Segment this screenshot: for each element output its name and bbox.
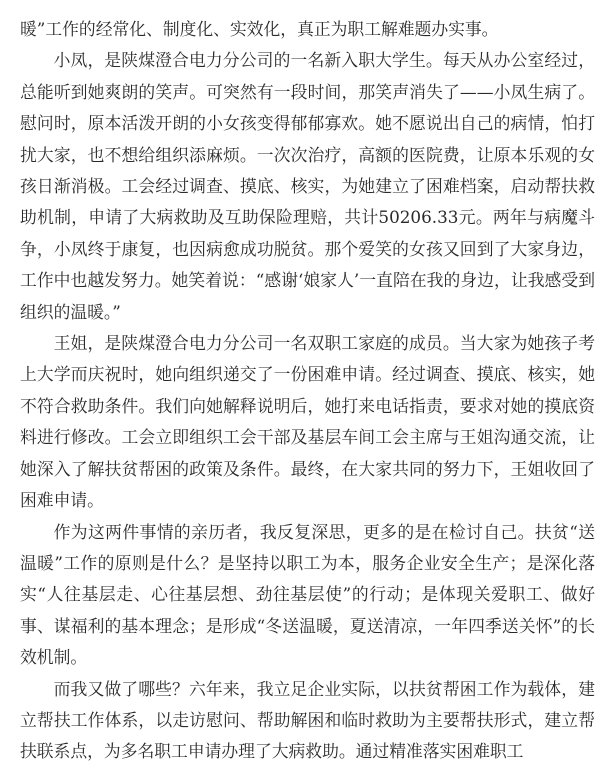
paragraph-xiaofeng-story: 小凤，是陕煤澄合电力分公司的一名新入职大学生。每天从办公室经过，总能听到她爽朗的笑声。可突然有一段时间，那笑声消失了——小凤生病了。慰问时，原本活泼开朗的小女孩变得郁郁寡欢。她不愿说出自己的病情，怕打扰大家，也不想给组织添麻烦。一次次治疗，高额的医院费，让原本乐观的女孩日渐消极。工会经过调查、摸底、核实，为她建立了困难档案，启动帮扶救助机制，申请了大病救助及互助保险理赔，共计50206.33元。两年与病魔斗争，小凤终于康复，也因病愈成功脱贫。那个爱笑的女孩又回到了大家身边，工作中也越发努力。她笑着说：“感谢‘娘家人’一直陪在我的身边，让我感受到组织的温暖。” [20, 50, 595, 322]
paragraph-continued-intro: 暖”工作的经常化、制度化、实效化，真正为职工解难题办实事。 [20, 19, 499, 39]
paragraph-actions: 而我又做了哪些？六年来，我立足企业实际，以扶贫帮困工作为载体，建立帮扶工作体系，以走访慰问、帮助解困和临时救助为主要帮扶形式，建立帮扶联系点，为多名职工申请办理了大病救助。通过精准落实困难职工 [20, 678, 595, 762]
paragraph-reflection: 作为这两件事情的亲历者，我反复深思，更多的是在检讨自己。扶贫“送温暖”工作的原则是什么？是坚持以职工为本，服务企业安全生产；是深化落实“人往基层走、心往基层想、劲往基层使”的行动；是体现关爱职工、做好事、谋福利的基本理念；是形成“冬送温暖，夏送清凉，一年四季送关怀”的长效机制。 [20, 521, 595, 668]
paragraph-wangjie-story: 王姐，是陕煤澄合电力分公司一名双职工家庭的成员。当大家为她孩子考上大学而庆祝时，她向组织递交了一份困难申请。经过调查、摸底、核实，她不符合救助条件。我们向她解释说明后，她打来电话指责，要求对她的摸底资料进行修改。工会立即组织工会干部及基层车间工会主席与王姐沟通交流，让她深入了解扶贫帮困的政策及条件。最终，在大家共同的努力下，王姐收回了困难申请。 [20, 333, 595, 511]
